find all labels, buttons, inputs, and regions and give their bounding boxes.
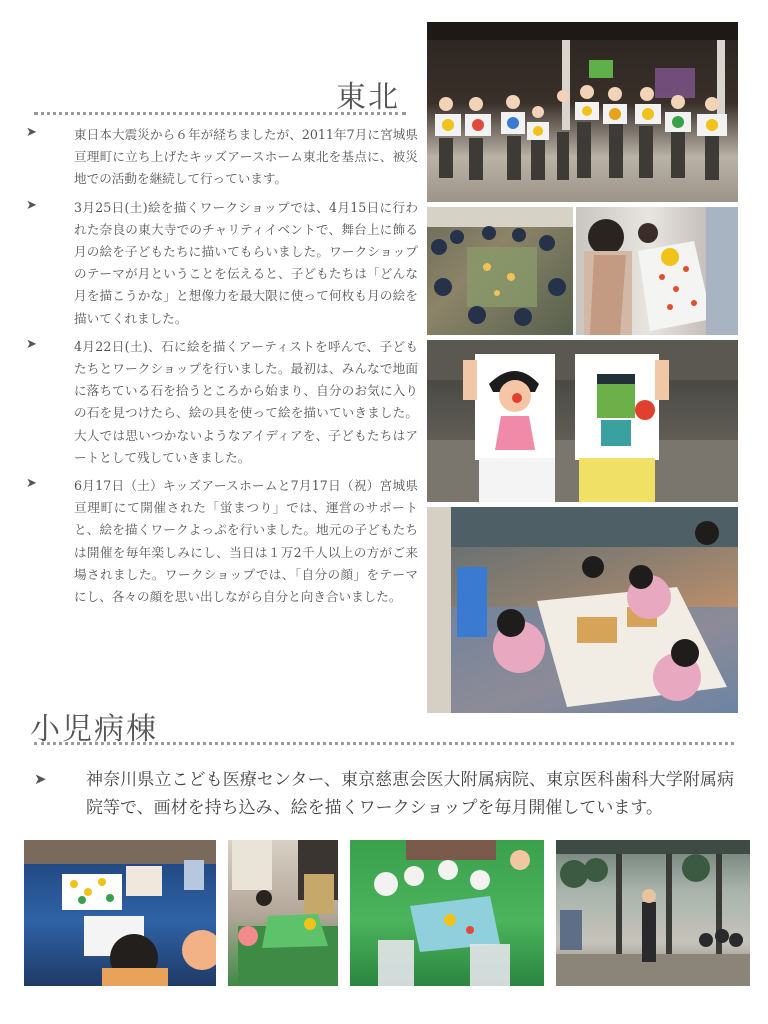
dotted-divider-pediatric bbox=[34, 742, 734, 745]
portrait-drawings-photo bbox=[427, 340, 738, 502]
hospital-photo-3 bbox=[350, 840, 544, 986]
bullet-text: 4月22日(土)、石に絵を描くアーティストを呼んで、子どもたちとワークショップを行いました。最初は、みんなで地面に落ちている石を拾うところから始まり、自分のお気に入りの石を見つけたら、絵の具を使って絵を描いていきました。大人では思いつかないようなアイディアを、子どもたちはアートとして残していきました。 bbox=[74, 338, 418, 465]
list-item bbox=[26, 336, 418, 469]
list-item bbox=[26, 475, 418, 608]
arrow-bullet-icon: ➤ bbox=[26, 336, 37, 352]
list-item bbox=[26, 124, 418, 191]
section-title-tohoku: 東北 bbox=[336, 80, 400, 115]
hospital-photo-1 bbox=[24, 840, 216, 986]
bullet-text: 3月25日(土)絵を描くワークショップでは、4月15日に行われた奈良の東大寺でのチャリティイベントで、舞台上に飾る月の絵を子どもたちに描いてもらいました。ワークショップのテーマが月ということを伝えると、子どもたちは「どんな月を描こうかな」と想像力を最大限に使って何枚も月の絵を描いてくれました。 bbox=[74, 199, 418, 326]
list-item bbox=[26, 197, 418, 330]
hospital-photo-4 bbox=[556, 840, 750, 986]
section-title-pediatric-ward: 小児病棟 bbox=[30, 712, 158, 747]
pediatric-bullet bbox=[34, 766, 734, 822]
arrow-bullet-icon: ➤ bbox=[26, 125, 37, 140]
workshop-floor-photo bbox=[427, 207, 573, 335]
arrow-bullet-icon: ➤ bbox=[26, 197, 37, 213]
girl-painting-photo bbox=[576, 207, 738, 335]
festival-painting-photo bbox=[427, 507, 738, 713]
bullet-text: 東日本大震災から６年が経ちましたが、2011年7月に宮城県亘理町に立ち上げたキッズアースホーム東北を基点に、被災地での活動を継続して行っています。 bbox=[74, 127, 418, 187]
tohoku-bullet-list bbox=[26, 124, 418, 614]
bullet-text: 6月17日（土）キッズアースホームと7月17日（祝）宮城県亘理町にて開催された「蛍まつり」では、運営のサポートと、絵を描くワークよっぷを行いました。地元の子どもたちは開催を毎年楽しみにし、当日は１万2千人以上の方がご来場されました。ワークショップでは、「自分の顔」をテーマにし、各々の顔を思い出しながら自分と向き合いました。 bbox=[74, 478, 419, 605]
arrow-bullet-icon: ➤ bbox=[34, 770, 47, 788]
bullet-text: 神奈川県立こども医療センター、東京慈恵会医大附属病院、東京医科歯科大学附属病院等で、画材を持ち込み、絵を描くワークショップを毎月開催しています。 bbox=[86, 770, 734, 818]
arrow-bullet-icon: ➤ bbox=[26, 476, 37, 492]
group-photo bbox=[427, 22, 738, 202]
hospital-photo-2 bbox=[228, 840, 338, 986]
dotted-divider-tohoku bbox=[34, 112, 406, 115]
